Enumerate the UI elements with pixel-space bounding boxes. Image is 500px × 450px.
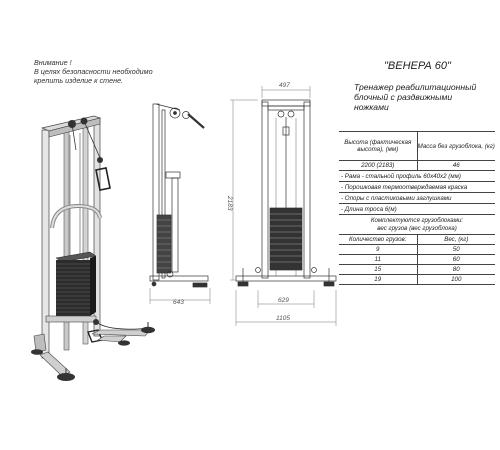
spec-table: [339, 131, 495, 285]
weight-section-line: Комплектуются грузоблоками:: [370, 217, 464, 224]
spec-header-row: [339, 132, 495, 161]
height-label: 2183: [226, 196, 233, 211]
weight-header: Вес, (кг): [417, 235, 496, 244]
weight-stack: [56, 252, 96, 316]
weight-section-line: вес грузов (вес грузоблока): [377, 224, 457, 232]
count-cell: 9: [376, 246, 380, 253]
mass-header: Масса без грузоблока, (кг): [417, 132, 496, 160]
warning-line: В целях безопасности необходимо: [34, 67, 153, 76]
spec-value-row: [339, 161, 495, 171]
subtitle-line: Тренажер реабилитационный: [354, 82, 477, 92]
weight-cell: 50: [417, 245, 496, 254]
table-row: [339, 275, 495, 285]
product-title: "ВЕНЕРА 60": [384, 60, 451, 72]
count-cell: 11: [374, 256, 381, 263]
front-view-drawing: [236, 100, 336, 286]
machine-render: [31, 116, 155, 381]
feature-item: - Длина троса 6(м): [339, 204, 495, 215]
subtitle-line: ножками: [354, 102, 389, 112]
feature-item: - Опоры с пластиковыми заглушками: [339, 193, 495, 204]
table-row: [339, 245, 495, 255]
weight-cell: 80: [417, 265, 496, 274]
feature-item: - Рама - стальной профиль 60х40х2 (мм): [339, 171, 495, 182]
side-view-drawing: [150, 104, 208, 287]
mass-value: 46: [417, 161, 496, 170]
weight-table-header: [339, 235, 495, 245]
table-row: [339, 255, 495, 265]
base-total-label: 1105: [276, 315, 290, 322]
warning-line: крепить изделие к стене.: [34, 76, 124, 85]
table-row: [339, 265, 495, 275]
side-width-label: 643: [173, 299, 184, 306]
height-value: 2200 (2183): [361, 162, 395, 169]
height-header: Высота (фактическая высота), (мм): [344, 139, 412, 153]
weight-cell: 100: [417, 275, 496, 284]
weight-cell: 60: [417, 255, 496, 264]
base-inner-label: 629: [278, 297, 289, 304]
count-cell: 19: [374, 276, 382, 283]
front-dimensions: [230, 86, 336, 326]
subtitle-line: блочный с раздвижными: [354, 92, 453, 102]
count-header: Количество грузов:: [348, 236, 407, 243]
count-cell: 15: [374, 266, 382, 273]
feature-item: - Порошковая термоотверждаемая краска: [339, 182, 495, 193]
warning-line: Внимание !: [34, 58, 72, 67]
weight-section-heading: [339, 215, 495, 235]
front-top-width-label: 497: [279, 82, 290, 89]
